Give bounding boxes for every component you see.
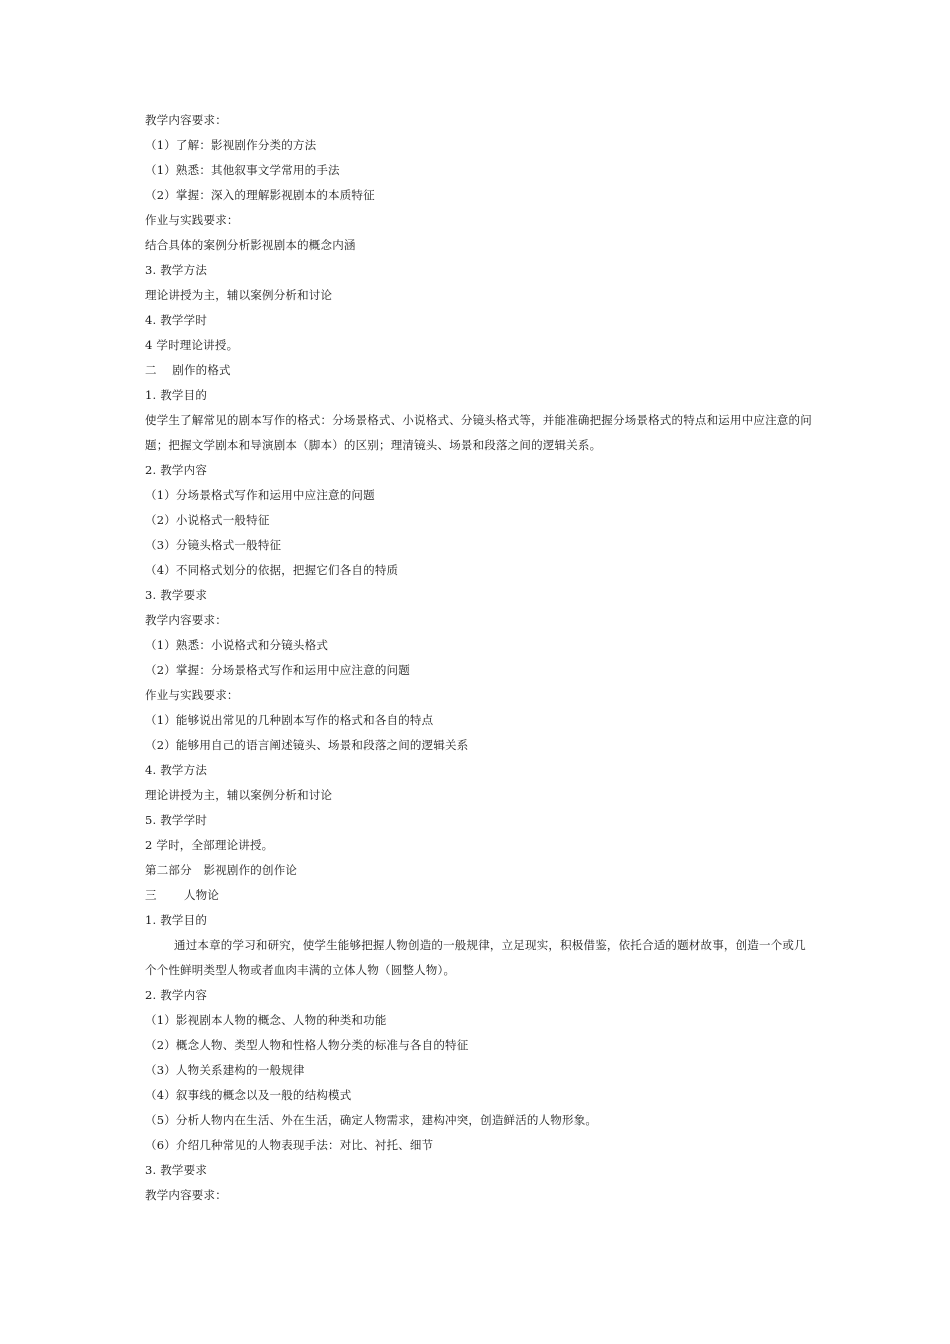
chapter-heading: 三 人物论: [145, 888, 220, 902]
text-line: 结合具体的案例分析影视剧本的概念内涵: [145, 238, 356, 252]
list-item: （1）分场景格式写作和运用中应注意的问题: [145, 488, 375, 502]
list-item: （2）小说格式一般特征: [145, 513, 270, 527]
list-item: （1）能够说出常见的几种剧本写作的格式和各自的特点: [145, 713, 434, 727]
list-item: （2）掌握：分场景格式写作和运用中应注意的问题: [145, 663, 410, 677]
list-item: （5）分析人物内在生活、外在生活，确定人物需求，建构冲突，创造鲜活的人物形象。: [145, 1113, 598, 1127]
text-line: 教学内容要求：: [145, 613, 227, 627]
text-line: 4 学时理论讲授。: [145, 338, 239, 352]
list-item: （1）影视剧本人物的概念、人物的种类和功能: [145, 1013, 387, 1027]
text-line: （1）熟悉：其他叙事文学常用的手法: [145, 163, 340, 177]
section-heading: 5. 教学学时: [145, 813, 208, 827]
section-heading: 1. 教学目的: [145, 913, 208, 927]
list-item: （1）熟悉：小说格式和分镜头格式: [145, 638, 329, 652]
document-page: [145, 108, 817, 1208]
section-heading: 1. 教学目的: [145, 388, 208, 402]
text-line: 作业与实践要求：: [145, 688, 239, 702]
text-line: 教学内容要求：: [145, 113, 227, 127]
list-item: （4）不同格式划分的依据，把握它们各自的特质: [145, 563, 399, 577]
text-line: 理论讲授为主，辅以案例分析和讨论: [145, 288, 333, 302]
section-heading: 3. 教学要求: [145, 588, 208, 602]
chapter-heading: 二 剧作的格式: [145, 363, 231, 377]
section-heading: 2. 教学内容: [145, 463, 208, 477]
list-item: （6）介绍几种常见的人物表现手法：对比、衬托、细节: [145, 1138, 434, 1152]
paragraph: 通过本章的学习和研究，使学生能够把握人物创造的一般规律，立足现实，积极借鉴，依托合适的题材故事，创造一个或几个个性鲜明类型人物或者血肉丰满的立体人物（圆整人物）。: [145, 938, 806, 977]
list-item: （2）概念人物、类型人物和性格人物分类的标准与各自的特征: [145, 1038, 469, 1052]
section-heading: 3. 教学方法: [145, 263, 208, 277]
list-item: （3）分镜头格式一般特征: [145, 538, 282, 552]
list-item: （2）能够用自己的语言阐述镜头、场景和段落之间的逻辑关系: [145, 738, 469, 752]
part-heading: 第二部分 影视剧作的创作论: [145, 863, 298, 877]
section-heading: 2. 教学内容: [145, 988, 208, 1002]
list-item: （3）人物关系建构的一般规律: [145, 1063, 305, 1077]
text-line: （2）掌握：深入的理解影视剧本的本质特征: [145, 188, 375, 202]
text-line: 教学内容要求：: [145, 1188, 227, 1202]
section-heading: 4. 教学学时: [145, 313, 208, 327]
text-line: （1）了解：影视剧作分类的方法: [145, 138, 317, 152]
section-heading: 3. 教学要求: [145, 1163, 208, 1177]
text-line: 理论讲授为主，辅以案例分析和讨论: [145, 788, 333, 802]
section-heading: 4. 教学方法: [145, 763, 208, 777]
text-line: 2 学时，全部理论讲授。: [145, 838, 274, 852]
text-line: 作业与实践要求：: [145, 213, 239, 227]
list-item: （4）叙事线的概念以及一般的结构模式: [145, 1088, 352, 1102]
paragraph: 使学生了解常见的剧本写作的格式：分场景格式、小说格式、分镜头格式等，并能准确把握分场景格式的特点和运用中应注意的问题；把握文学剧本和导演剧本（脚本）的区别；理清镜头、场景和段落之间的逻辑关系。: [145, 413, 812, 452]
